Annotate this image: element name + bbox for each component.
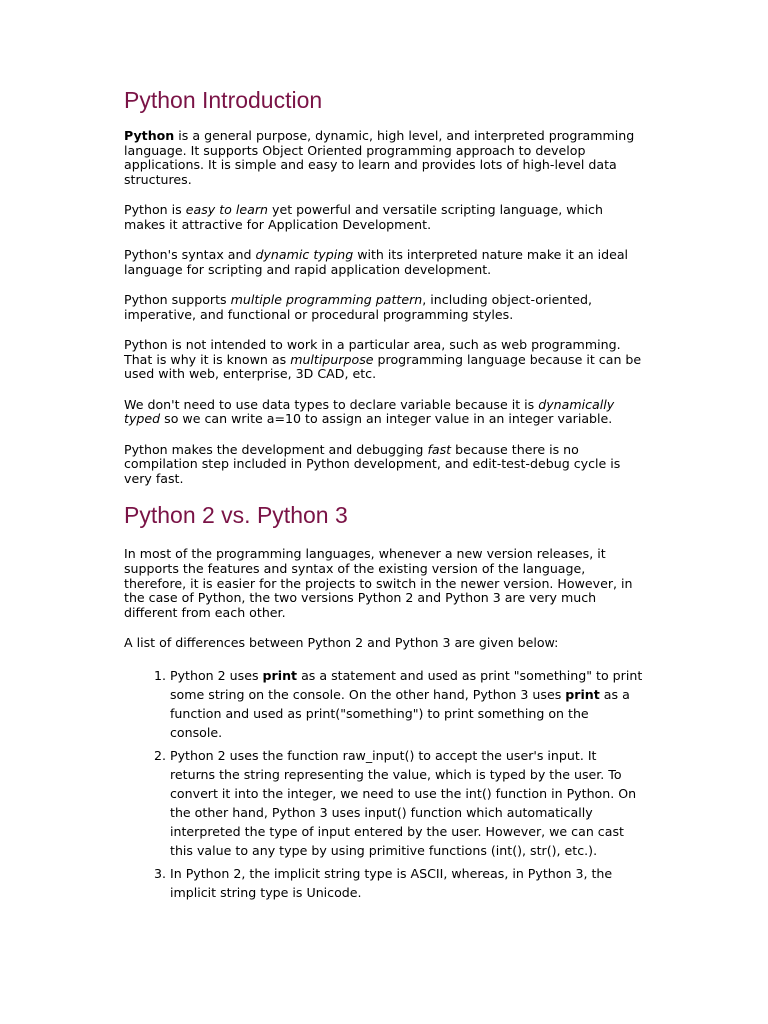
paragraph xyxy=(124,443,644,487)
text-run: , including object-oriented, imperative, and functional or procedural programming styles. xyxy=(124,292,593,322)
italic-text: multiple programming pattern xyxy=(230,292,423,308)
text-run: so we can write a=10 to assign an integer value in an integer variable. xyxy=(160,411,613,427)
paragraph xyxy=(124,203,644,232)
text-run: programming language because it can be used with web, enterprise, 3D CAD, etc. xyxy=(124,351,642,382)
text-run: as a statement and used as print "something" to print some string on the console. On the other hand, Python 3 uses xyxy=(170,667,643,702)
paragraph xyxy=(124,338,644,382)
paragraph xyxy=(124,293,644,322)
text-run: A list of differences between Python 2 and Python 3 are given below: xyxy=(124,635,559,651)
italic-text: fast xyxy=(427,441,452,457)
bold-text: print xyxy=(262,667,298,683)
list-item xyxy=(170,864,644,902)
text-run: Python 2 uses the function raw_input() to accept the user's input. It returns the string representing the value, which is typed by the user. To convert it into the integer, we need to use the int() function in Python. On the other hand, Python 3 uses input() function which automatically interpreted the type of input entered by the user. However, we can cast this value to any type by using primitive functions (int(), str(), etc.). xyxy=(170,747,637,858)
paragraph xyxy=(124,248,644,277)
text-run: Python makes the development and debugging xyxy=(124,441,428,457)
list-item xyxy=(170,746,644,860)
italic-text: dynamically typed xyxy=(124,396,615,427)
text-run: Python's syntax and xyxy=(124,247,256,263)
bold-text: print xyxy=(565,686,600,702)
text-run: In most of the programming languages, whenever a new version releases, it supports the features and syntax of the existing version of the language, therefore, it is easier for the projects to switch in the newer version. However, in the case of Python, the two versions Python 2 and Python 3 are very much different from each other. xyxy=(124,546,633,620)
text-run: with its interpreted nature make it an ideal language for scripting and rapid application development. xyxy=(124,247,629,277)
text-run: because there is no compilation step included in Python development, and edit-test-debug cycle is very fast. xyxy=(124,441,621,486)
text-run: is a general purpose, dynamic, high level, and interpreted programming language. It supports Object Oriented programming approach to develop applications. It is simple and easy to learn and provides lots of high-level data structures. xyxy=(124,128,635,187)
list-item xyxy=(170,666,644,742)
text-run: We don't need to use data types to declare variable because it is xyxy=(124,396,539,412)
italic-text: multipurpose xyxy=(290,351,374,367)
text-run: Python supports xyxy=(124,292,231,308)
italic-text: dynamic typing xyxy=(255,247,354,263)
bold-text: Python xyxy=(124,128,175,143)
differences-list xyxy=(124,666,644,902)
text-run: Python 2 uses xyxy=(170,667,263,683)
heading-python-introduction: Python Introduction xyxy=(124,87,323,113)
text-run: as a function and used as print("something") to print something on the console. xyxy=(170,686,630,740)
text-run: Python is xyxy=(124,202,186,218)
paragraph xyxy=(124,636,644,651)
text-run: In Python 2, the implicit string type is ASCII, whereas, in Python 3, the implicit string type is Unicode. xyxy=(170,865,613,900)
italic-text: easy to learn xyxy=(185,202,268,218)
heading-python-2-vs-3: Python 2 vs. Python 3 xyxy=(124,502,348,529)
paragraph xyxy=(124,129,644,187)
text-run: yet powerful and versatile scripting language, which makes it attractive for Application Development. xyxy=(124,202,603,232)
paragraph xyxy=(124,398,644,427)
document-content xyxy=(124,86,644,906)
paragraph xyxy=(124,547,644,620)
text-run: Python is not intended to work in a particular area, such as web programming. That is why it is known as xyxy=(124,337,621,367)
